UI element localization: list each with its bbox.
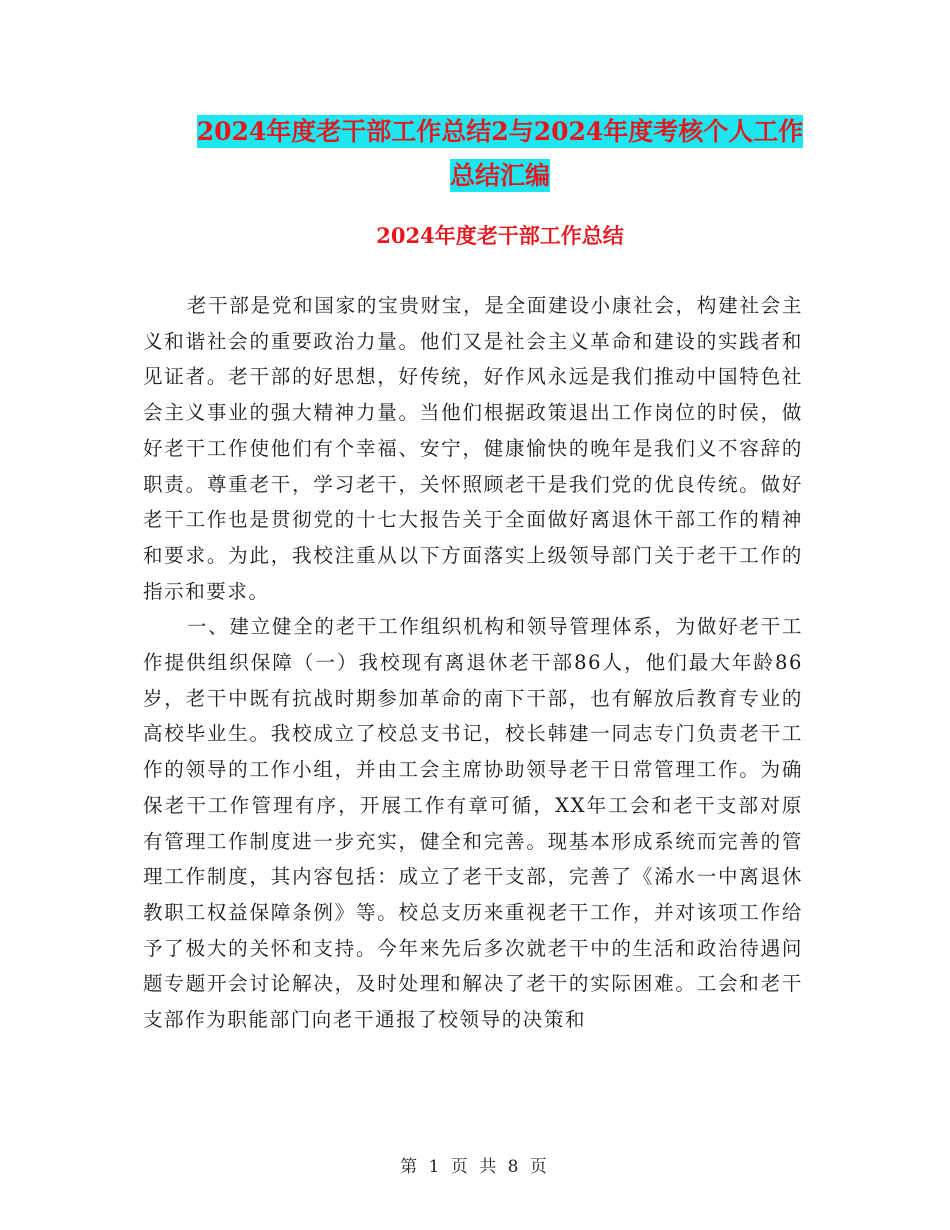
section-heading: 2024年度老干部工作总结	[376, 223, 624, 248]
paragraph-intro: 老干部是党和国家的宝贵财宝，是全面建设小康社会，构建社会主义和谐社会的重要政治力量。他们又是社会主义革命和建设的实践者和见证者。老干部的好思想，好传统，好作风永远是我们推动中国特色社会主义事业的强大精神力量。当他们根据政策退出工作岗位的时侯，做好老干工作使他们有个幸福、安宁，健康愉快的晚年是我们义不容辞的职责。尊重老干，学习老干，关怀照顾老干是我们党的优良传统。做好老干工作也是贯彻党的十七大报告关于全面做好离退休干部工作的精神和要求。为此，我校注重从以下方面落实上级领导部门关于老干工作的指示和要求。	[143, 294, 803, 603]
paragraph-section-one: 一、建立健全的老干工作组织机构和领导管理体系，为做好老干工作提供组织保障（一）我校现有离退休老干部86人，他们最大年龄86岁，老干中既有抗战时期参加革命的南下干部，也有解放后教育专业的高校毕业生。我校成立了校总支书记，校长韩建一同志专门负责老干工作的领导的工作小组，并由工会主席协助领导老干日常管理工作。为确保老干工作管理有序，开展工作有章可循，XX年工会和老干支部对原有管理工作制度进一步充实，健全和完善。现基本形成系统而完善的管理工作制度，其内容包括：成立了老干支部，完善了《浠水一中离退休教职工权益保障条例》等。校总支历来重视老干工作，并对该项工作给予了极大的关怀和支持。今年来先后多次就老干中的生活和政治待遇问题专题开会讨论解决，及时处理和解决了老干的实际困难。工会和老干支部作为职能部门向老干通报了校领导的决策和	[143, 615, 803, 1032]
document-title	[140, 110, 860, 198]
document-title-line-1: 2024年度老干部工作总结2与2024年度考核个人工作	[196, 117, 804, 146]
document-title-line-2: 总结汇编	[449, 161, 550, 190]
document-body	[143, 288, 803, 1038]
page-number-footer: 第 1 页 共 8 页	[400, 1157, 550, 1177]
